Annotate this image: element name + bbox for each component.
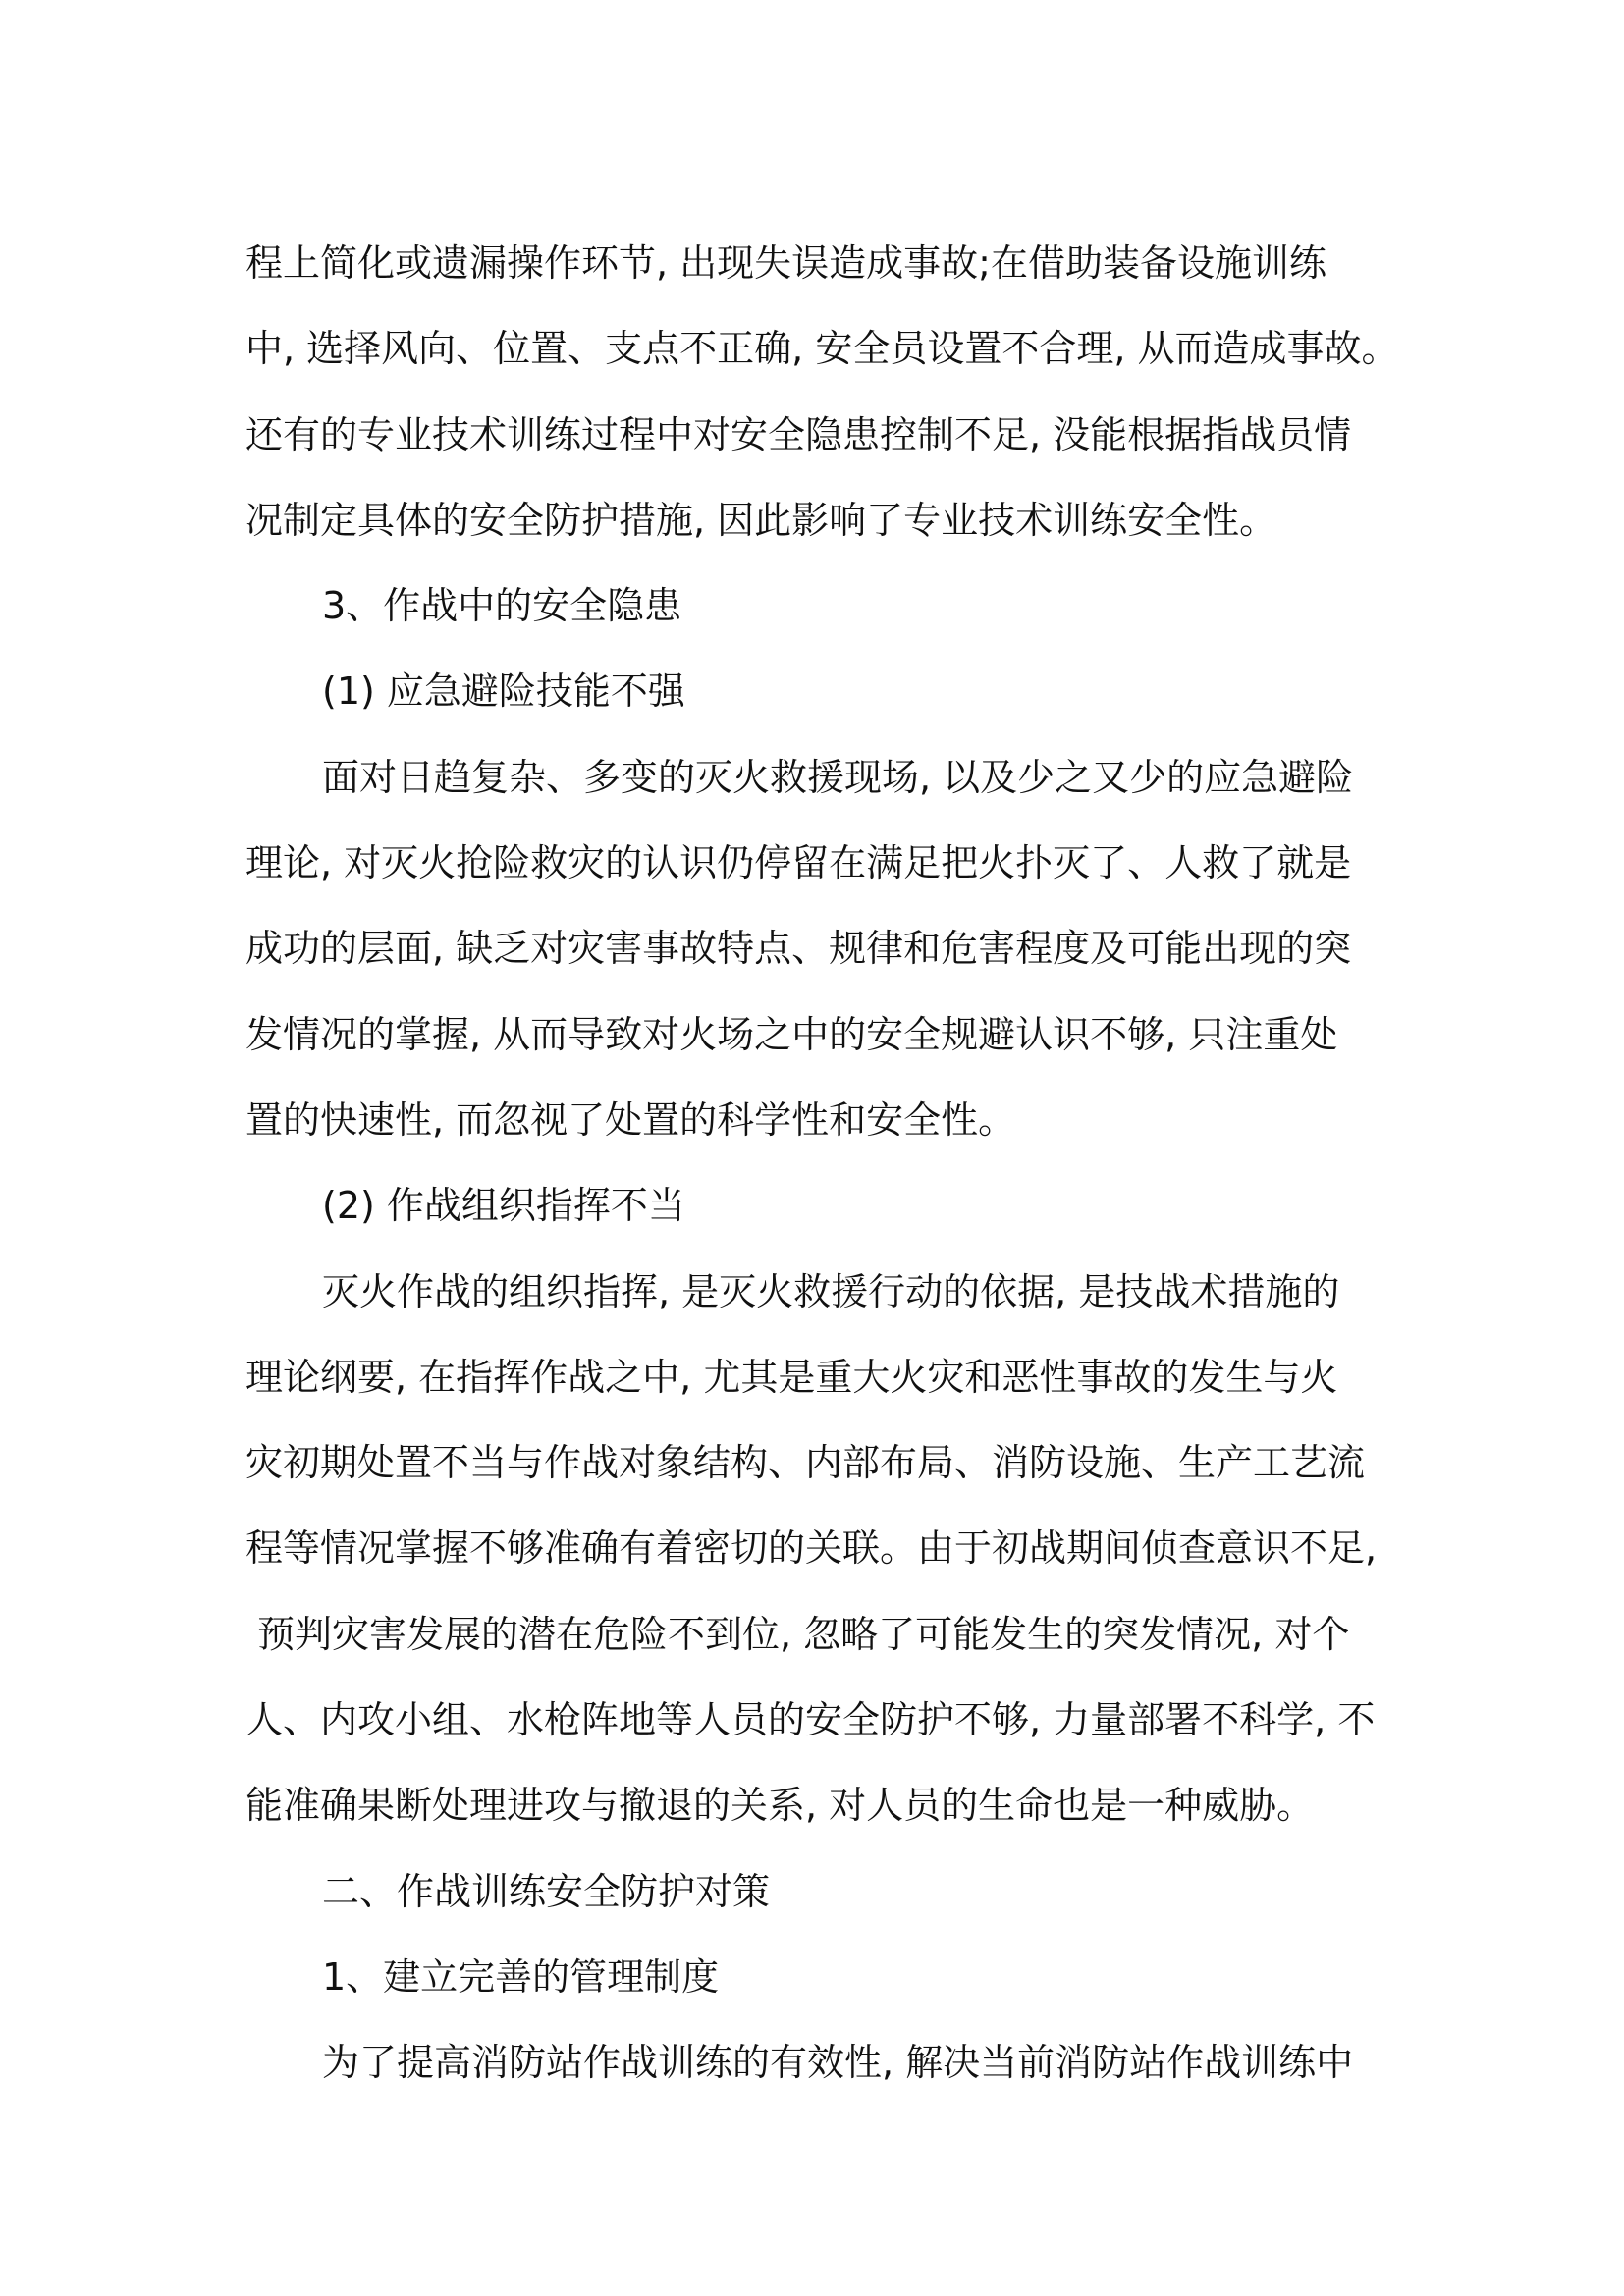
- section-heading: 3、作战中的安全隐患: [322, 584, 682, 628]
- text-line: 发情况的掌握, 从而导致对火场之中的安全规避认识不够, 只注重处: [245, 1012, 1338, 1056]
- text-line: 中, 选择风向、位置、支点不正确, 安全员设置不合理, 从而造成事故。: [245, 327, 1399, 371]
- document-page: [245, 221, 1399, 2107]
- paragraph-first-line: 为了提高消防站作战训练的有效性, 解决当前消防站作战训练中: [322, 2041, 1354, 2085]
- text-line: 成功的层面, 缺乏对灾害事故特点、规律和危害程度及可能出现的突: [245, 927, 1352, 971]
- text-line: 况制定具体的安全防护措施, 因此影响了专业技术训练安全性。: [245, 498, 1277, 542]
- text-line: 程等情况掌握不够准确有着密切的关联。由于初战期间侦查意识不足,: [245, 1526, 1378, 1571]
- section-heading: 二、作战训练安全防护对策: [322, 1869, 771, 1913]
- text-line: 理论, 对灭火抢险救灾的认识仍停留在满足把火扑灭了、人救了就是: [245, 841, 1352, 885]
- text-line: 灾初期处置不当与作战对象结构、内部布局、消防设施、生产工艺流: [245, 1441, 1366, 1485]
- subsection-heading: (1) 应急避险技能不强: [322, 669, 685, 714]
- text-line: 理论纲要, 在指挥作战之中, 尤其是重大火灾和恶性事故的发生与火: [245, 1355, 1338, 1399]
- paragraph-first-line: 灭火作战的组织指挥, 是灭火救援行动的依据, 是技战术措施的: [322, 1269, 1340, 1313]
- paragraph-first-line: 面对日趋复杂、多变的灭火救援现场, 以及少之又少的应急避险: [322, 755, 1354, 799]
- subsection-heading: 1、建立完善的管理制度: [322, 1954, 720, 1999]
- text-line: 预判灾害发展的潜在危险不到位, 忽略了可能发生的突发情况, 对个: [257, 1612, 1350, 1656]
- text-line: 置的快速性, 而忽视了处置的科学性和安全性。: [245, 1097, 1016, 1142]
- text-line: 程上简化或遗漏操作环节, 出现失误造成事故;在借助装备设施训练: [245, 241, 1326, 285]
- subsection-heading: (2) 作战组织指挥不当: [322, 1184, 685, 1228]
- text-line: 能准确果断处理进攻与撤退的关系, 对人员的生命也是一种威胁。: [245, 1784, 1315, 1828]
- text-line: 人、内攻小组、水枪阵地等人员的安全防护不够, 力量部署不科学, 不: [245, 1698, 1376, 1742]
- text-line: 还有的专业技术训练过程中对安全隐患控制不足, 没能根据指战员情: [245, 412, 1352, 456]
